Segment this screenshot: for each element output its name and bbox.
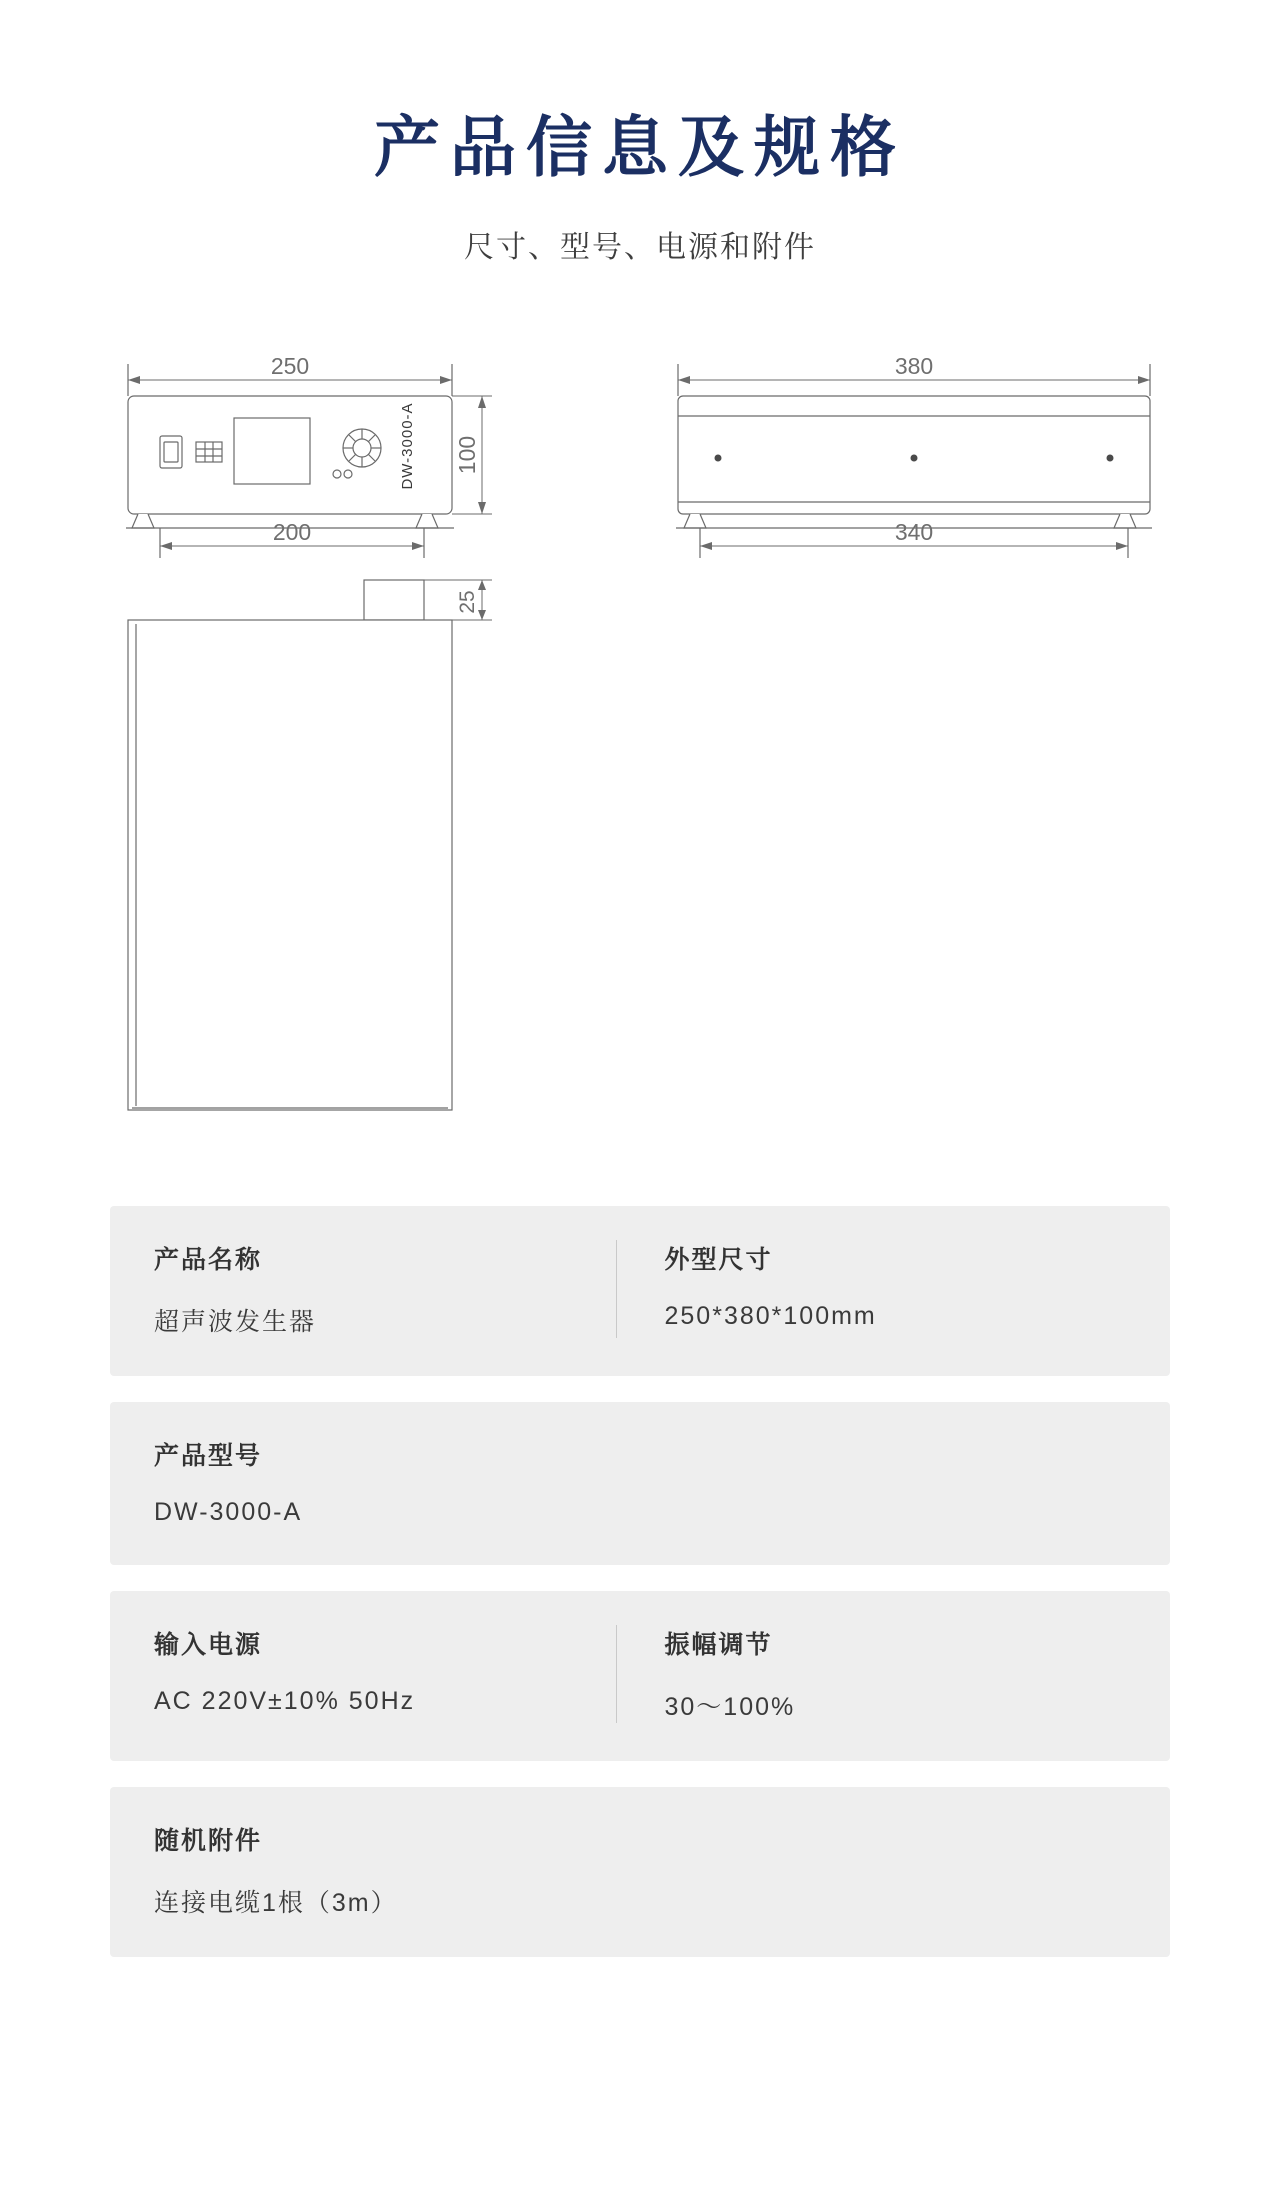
front-bottom-dimension: 200 [272,518,312,545]
spec-cell-product-name [154,1240,617,1338]
spec-cell-input-power [154,1625,617,1723]
spec-cell-accessories [154,1821,1126,1919]
spec-row [110,1206,1170,1376]
spec-label: 随机附件 [154,1826,263,1855]
spec-label: 外型尺寸 [664,1245,773,1274]
spec-cell-model [154,1436,1126,1527]
spec-value: DW-3000-A [154,1497,303,1526]
spec-cell-amplitude [617,1625,1127,1723]
page-subtitle: 尺寸、型号、电源和附件 [464,230,816,264]
side-top-dimension: 380 [894,352,934,379]
spec-row [110,1402,1170,1565]
spec-label: 输入电源 [154,1630,263,1659]
spec-cell-dimensions [617,1240,1127,1338]
spec-label: 产品型号 [154,1441,263,1470]
spec-row [110,1591,1170,1761]
spec-label: 产品名称 [154,1245,263,1274]
front-top-dimension: 250 [270,352,310,379]
spec-value: 250*380*100mm [664,1301,877,1330]
spec-row [110,1787,1170,1957]
technical-drawings [0,306,1280,1186]
page-title: 产品信息及规格 [374,110,906,184]
side-bottom-dimension: 340 [894,518,934,545]
spec-table [110,1206,1170,1957]
spec-label: 振幅调节 [664,1630,773,1659]
spec-value: 超声波发生器 [154,1307,317,1336]
front-height-dimension: 100 [454,435,480,475]
spec-value: AC 220V±10% 50Hz [154,1686,416,1715]
page-header [0,0,1280,266]
model-label: DW-3000-A [399,402,416,490]
top-depth-dimension: 25 [456,590,479,614]
spec-value: 连接电缆1根（3m） [154,1888,398,1917]
spec-value: 30～100% [664,1692,796,1721]
drawing-canvas [0,306,1280,1186]
